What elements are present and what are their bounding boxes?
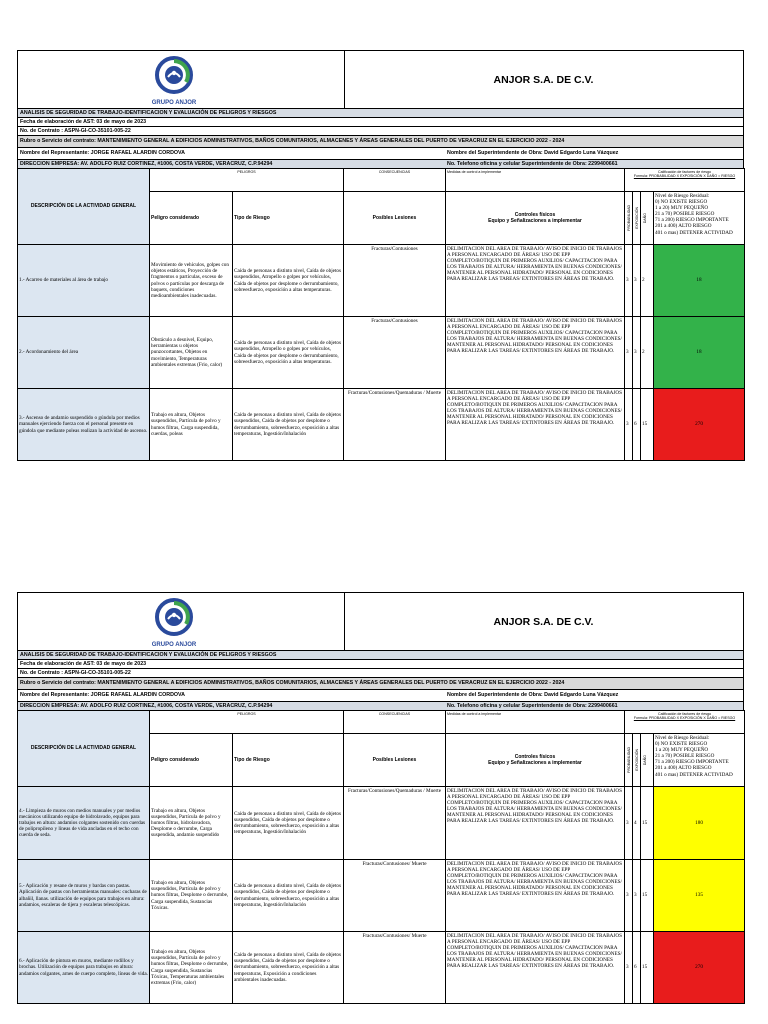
dano-cell: 15 xyxy=(641,787,654,860)
col-tipo: Tipo de Riesgo xyxy=(233,192,344,245)
col-peligro: Peligro considerado xyxy=(150,192,233,245)
injuries-cell: Fracturas/Contusiones/Quemaduras / Muerte xyxy=(344,787,446,860)
col-medidas-top: Medidas de control a implementar xyxy=(446,169,625,192)
risk-score-cell: 180 xyxy=(654,787,745,860)
col-actividad: DESCRIPCIÓN DE LA ACTIVIDAD GENERAL xyxy=(18,169,150,245)
company-name: ANJOR S.A. DE C.V. xyxy=(493,73,594,86)
risk-type-cell: Caída de personas a distinto nivel, Caída de objetos suspendidos, Atropello o golpes por vehículos, Caída de objetos por desplome o derrumbamiento, sobreesfuerzo, exposición a altas temperaturas. xyxy=(233,317,344,389)
controls-cell: DELIMITACION DEL AREA DE TRABAJO/ AVISO DE INICIO DE TRABAJOS A PERSONAL ENCARGADO DE ÁREAS/ USO DE EPP COMPLETO/BOTIQUIN DE PRIMEROS AUXILIOS/ CAPACITACION PARA LOS TRABAJOS DE ALTURA/ HERRAMIENTA EN BUENAS CONDICIONES/ MANTENER AL PERSONAL HIDRATADO/ PERSONAL EN CODICIONES PARA REALIZAR LAS TAREAS/ EXTINTORES EN ÁREAS DE TRABAJO. xyxy=(446,860,625,932)
exp-cell: 4 xyxy=(633,787,641,860)
prob-cell: 3 xyxy=(625,389,633,461)
analysis-title: ANALISIS DE SEGURIDAD DE TRABAJO-IDENTIFICACION Y EVALUACIÓN DE PELIGROS Y RIESGOS xyxy=(17,108,744,117)
representative-field: Nombre del Representante: JORGE RAFAEL ALARDIN CORDOVA xyxy=(20,150,186,156)
col-peligros-top: PELIGROS xyxy=(150,169,344,192)
risk-type-cell: Caída de personas a distinto nivel, Caída de objetos suspendidos, Caída de objetos por desplome o derrumbamiento, sobreesfuerzo, exposición a altas temperaturas, Ingestión/Inhalación xyxy=(233,860,344,932)
exp-cell: 3 xyxy=(633,860,641,932)
risk-type-cell: Caída de personas a distinto nivel, Caída de objetos suspendidos, Caída de objetos por desplome o derrumbamiento, sobreesfuerzo, exposición a altas temperaturas, Exposición a condiciones ambientales inadecuadas. xyxy=(233,932,344,1004)
activity-cell: 5.- Aplicación y resane de muros y bardas con pastas. Aplicación de pastas con herramientas manuales: cucharas de albañil, llanas. utilización de equipos para trabajos en altura: andamios, escaleras de tijera y escaleras telescópicas. xyxy=(18,860,150,932)
contract-field: No. de Contrato : ASPN-GI-CO-35101-005-22 xyxy=(17,126,744,135)
hazard-cell: Obstáculo a desnivel, Equipo, herramientas u objetos punzocortantes, Objetos en movimiento, Temperaturas ambientales extremas (Frio, calor) xyxy=(150,317,233,389)
formula-label: Formula: PROBABILIDAD X EXPOSICIÓN X DAÑO = RIESGO xyxy=(633,174,736,178)
table-row xyxy=(18,787,745,860)
injuries-cell: Fracturas/Contusiones/ Muerte xyxy=(344,860,446,932)
grupo-anjor-logo xyxy=(150,53,198,107)
controles-label: Controles físicos xyxy=(514,753,556,760)
hazard-cell: Trabajo en altura, Objetos suspendidos, Partícula de polvo y humos filtras, Desplome o derrumbe, Carga suspendida, Sustancias Tóxicas, Temperaturas ambientales extremas (Frio, calor) xyxy=(150,932,233,1004)
exp-cell: 6 xyxy=(633,389,641,461)
calificacion-label: Calificación de factores de riesgo xyxy=(658,712,711,716)
controls-cell: DELIMITACION DEL AREA DE TRABAJO/ AVISO DE INICIO DE TRABAJOS A PERSONAL ENCARGADO DE ÁREAS/ USO DE EPP COMPLETO/BOTIQUIN DE PRIMEROS AUXILIOS/ CAPACITACION PARA LOS TRABAJOS DE ALTURA/ HERRAMIENTA EN BUENAS CONDICIONES/ MANTENER AL PERSONAL HIDRATADO/ PERSONAL EN CODICIONES PARA REALIZAR LAS TAREAS/ EXTINTORES EN ÁREAS DE TRABAJO. xyxy=(446,317,625,389)
col-consecuencias-top: CONSECUENCIAS xyxy=(344,169,446,192)
col-lesiones: Posibles Lesiones xyxy=(344,734,446,787)
col-actividad: DESCRIPCIÓN DE LA ACTIVIDAD GENERAL xyxy=(18,711,150,787)
sheet-header xyxy=(17,50,744,108)
col-controles xyxy=(446,192,625,245)
representative-field: Nombre del Representante: JORGE RAFAEL ALARDIN CORDOVA xyxy=(20,692,186,698)
phone-field: No. Telefono oficina y celular Superintendente de Obra: 2299400661 xyxy=(447,161,618,167)
svg-text:GRUPO ANJOR: GRUPO ANJOR xyxy=(151,100,197,106)
prob-cell: 3 xyxy=(625,317,633,389)
exp-cell: 6 xyxy=(633,932,641,1004)
controles-label: Controles físicos xyxy=(514,211,556,218)
ast-sheet-2 xyxy=(17,592,744,1004)
contract-field: No. de Contrato : ASPN-GI-CO-35101-005-22 xyxy=(17,668,744,677)
table-row xyxy=(18,932,745,1004)
col-probabilidad: PROBABILIDAD xyxy=(625,192,633,245)
risk-table xyxy=(17,168,745,461)
address-field: DIRECCION EMPRESA: AV. ADOLFO RUIZ CORTINEZ, #1006, COSTA VERDE, VERACRUZ, C.P.94294 xyxy=(20,703,273,709)
hazard-cell: Trabajo en altura, Objetos suspendidos, Partícula de polvo y humos filtras, hidrolavadora, Desplome o derrumbe, Carga suspendida, andamio suspendido xyxy=(150,787,233,860)
prob-cell: 3 xyxy=(625,787,633,860)
calificacion-label: Calificación de factores de riesgo xyxy=(658,170,711,174)
phone-field: No. Telefono oficina y celular Superintendente de Obra: 2299400661 xyxy=(447,703,618,709)
grupo-anjor-logo xyxy=(150,595,198,649)
risk-type-cell: Caída de personas a distinto nivel, Caída de objetos suspendidos, Atropello o golpes por vehículos, Caída de objetos por desplome o derrumbamiento, sobreesfuerzo, exposición a altas temperaturas. xyxy=(233,245,344,317)
col-calificacion-top xyxy=(625,711,745,734)
equipo-label: Equipo y Señalizaciones a implementar xyxy=(488,760,582,766)
controls-cell: DELIMITACION DEL AREA DE TRABAJO/ AVISO DE INICIO DE TRABAJOS A PERSONAL ENCARGADO DE ÁREAS/ USO DE EPP COMPLETO/BOTIQUIN DE PRIMEROS AUXILIOS/ CAPACITACION PARA LOS TRABAJOS DE ALTURA/ HERRAMIENTA EN BUENAS CONDICIONES/ MANTENER AL PERSONAL HIDRATADO/ PERSONAL EN CODICIONES PARA REALIZAR LAS TAREAS/ EXTINTORES EN ÁREAS DE TRABAJO. xyxy=(446,932,625,1004)
injuries-cell: Fracturas/Contusiones/Quemaduras / Muerte xyxy=(344,389,446,461)
hazard-cell: Trabajo en altura, Objetos suspendidos, Partícula de polvo y humos filtras, Desplome o derrumbe, Carga suspendida, Sustancias Tóxicas. xyxy=(150,860,233,932)
risk-type-cell: Caída de personas a distinto nivel, Caída de objetos suspendidos, Caída de objetos por desplome o derrumbamiento, sobreesfuerzo, exposición a altas temperaturas, Ingestión/Inhalación xyxy=(233,389,344,461)
superintendent-field: Nombre del Superintendente de Obra: David Edgardo Luna Vázquez xyxy=(447,692,619,698)
formula-label: Formula: PROBABILIDAD X EXPOSICIÓN X DAÑO = RIESGO xyxy=(633,716,736,720)
col-dano: DAÑO xyxy=(641,734,654,787)
risk-type-cell: Caída de personas a distinto nivel, Caída de objetos suspendidos, Caída de objetos por desplome o derrumbamiento, sobreesfuerzo, exposición a altas temperaturas, Ingestión/Inhalación xyxy=(233,787,344,860)
table-row xyxy=(18,245,745,317)
risk-score-cell: 270 xyxy=(654,389,745,461)
service-field: Rubro o Servicio del contrato: MANTENIMIENTO GENERAL A EDIFICIOS ADMINISTRATIVOS, BAÑOS COMUNITARIOS, ALMACENES Y ÁREAS GENERALES DEL PUERTO DE VERACRUZ EN EL EJERCICIO 2022 - 2024 xyxy=(17,135,744,147)
company-name: ANJOR S.A. DE C.V. xyxy=(493,615,594,628)
injuries-cell: Fracturas/Contusiones xyxy=(344,245,446,317)
superintendent-field: Nombre del Superintendente de Obra: David Edgardo Luna Vázquez xyxy=(447,150,619,156)
address-row xyxy=(17,159,744,168)
col-probabilidad: PROBABILIDAD xyxy=(625,734,633,787)
sheet-header xyxy=(17,592,744,650)
controls-cell: DELIMITACION DEL AREA DE TRABAJO/ AVISO DE INICIO DE TRABAJOS A PERSONAL ENCARGADO DE ÁREAS/ USO DE EPP COMPLETO/BOTIQUIN DE PRIMEROS AUXILIOS/ CAPACITACION PARA LOS TRABAJOS DE ALTURA/ HERRAMIENTA EN BUENAS CONDICIONES/ MANTENER AL PERSONAL HIDRATADO/ PERSONAL EN CODICIONES PARA REALIZAR LAS TAREAS/ EXTINTORES EN ÁREAS DE TRABAJO. xyxy=(446,787,625,860)
rep-row xyxy=(17,147,744,159)
nivel-legend: Nivel de Riesgo Residual: 0) NO EXISTE RIESGO 1 a 20) MUY PEQUEÑO 21 a 70) POSIBLE RIESGO 71 a 200) RIESGO IMPORTANTE 201 a 400) ALTO RIESGO 401 o mas) DETENER ACTIVIDAD xyxy=(654,192,745,245)
col-medidas-top: Medidas de control a implementar xyxy=(446,711,625,734)
activity-cell: 6.- Aplicación de pintura en muros, mediante rodillos y brochas. Utilización de equipos para trabajos en altura: andamios colgantes, arnes de cuerpo completo, líneas de vida. xyxy=(18,932,150,1004)
activity-cell: 1.- Acarreo de materiales al área de trabajo xyxy=(18,245,150,317)
date-field: Fecha de elaboración de AST: 03 de mayo de 2023 xyxy=(17,659,744,668)
dano-cell: 15 xyxy=(641,860,654,932)
ast-sheet-1 xyxy=(17,50,744,461)
risk-score-cell: 135 xyxy=(654,860,745,932)
dano-cell: 2 xyxy=(641,245,654,317)
risk-score-cell: 18 xyxy=(654,245,745,317)
prob-cell: 3 xyxy=(625,860,633,932)
equipo-label: Equipo y Señalizaciones a implementar xyxy=(488,218,582,224)
logo-cell xyxy=(18,51,345,108)
nivel-legend: Nivel de Riesgo Residual: 0) NO EXISTE RIESGO 1 a 20) MUY PEQUEÑO 21 a 70) POSIBLE RIESGO 71 a 200) RIESGO IMPORTANTE 201 a 400) ALTO RIESGO 401 o mas) DETENER ACTIVIDAD xyxy=(654,734,745,787)
table-row xyxy=(18,389,745,461)
date-field: Fecha de elaboración de AST: 03 de mayo de 2023 xyxy=(17,117,744,126)
analysis-title: ANALISIS DE SEGURIDAD DE TRABAJO-IDENTIFICACION Y EVALUACIÓN DE PELIGROS Y RIESGOS xyxy=(17,650,744,659)
dano-cell: 2 xyxy=(641,317,654,389)
service-field: Rubro o Servicio del contrato: MANTENIMIENTO GENERAL A EDIFICIOS ADMINISTRATIVOS, BAÑOS COMUNITARIOS, ALMACENES Y ÁREAS GENERALES DEL PUERTO DE VERACRUZ EN EL EJERCICIO 2022 - 2024 xyxy=(17,677,744,689)
col-peligros-top: PELIGROS xyxy=(150,711,344,734)
exp-cell: 3 xyxy=(633,317,641,389)
col-exposicion: EXPOSICIÓN xyxy=(633,734,641,787)
activity-cell: 4.- Limpieza de muros con medios manuales y por medios mecánicos utilizando equipo de hidrolavado, equipos para trabajos en altura: andamios colgantes sostenido con cuerdas de polipropileno y líneas de vida ancladas en el techo con cuerda de seda. xyxy=(18,787,150,860)
controls-cell: DELIMITACION DEL AREA DE TRABAJO/ AVISO DE INICIO DE TRABAJOS A PERSONAL ENCARGADO DE ÁREAS/ USO DE EPP COMPLETO/BOTIQUIN DE PRIMEROS AUXILIOS/ CAPACITACION PARA LOS TRABAJOS DE ALTURA/ HERRAMIENTA EN BUENAS CONDICIONES/ MANTENER AL PERSONAL HIDRATADO/ PERSONAL EN CODICIONES PARA REALIZAR LAS TAREAS/ EXTINTORES EN ÁREAS DE TRABAJO. xyxy=(446,389,625,461)
prob-cell: 3 xyxy=(625,245,633,317)
svg-text:GRUPO ANJOR: GRUPO ANJOR xyxy=(151,642,197,648)
risk-score-cell: 18 xyxy=(654,317,745,389)
col-exposicion: EXPOSICIÓN xyxy=(633,192,641,245)
dano-cell: 15 xyxy=(641,932,654,1004)
col-peligro: Peligro considerado xyxy=(150,734,233,787)
hazard-cell: Trabajo en altura, Objetos suspendidos, Partícula de polvo y humos filtras, Carga suspendida, cuerdas, poleas xyxy=(150,389,233,461)
injuries-cell: Fracturas/Contusiones xyxy=(344,317,446,389)
dano-cell: 15 xyxy=(641,389,654,461)
rep-row xyxy=(17,689,744,701)
table-row xyxy=(18,860,745,932)
col-calificacion-top xyxy=(625,169,745,192)
risk-score-cell: 270 xyxy=(654,932,745,1004)
address-field: DIRECCION EMPRESA: AV. ADOLFO RUIZ CORTINEZ, #1006, COSTA VERDE, VERACRUZ, C.P.94294 xyxy=(20,161,273,167)
prob-cell: 3 xyxy=(625,932,633,1004)
exp-cell: 3 xyxy=(633,245,641,317)
col-consecuencias-top: CONSECUENCIAS xyxy=(344,711,446,734)
activity-cell: 3.- Ascenso de andamio suspendido o gúndola por medios manuales ejerciendo fuerza con el personal presente en gúndola que mediante poleas realizan la actividad de ascenso. xyxy=(18,389,150,461)
col-lesiones: Posibles Lesiones xyxy=(344,192,446,245)
logo-cell xyxy=(18,593,345,650)
col-dano: DAÑO xyxy=(641,192,654,245)
injuries-cell: Fracturas/Contusiones/ Muerte xyxy=(344,932,446,1004)
controls-cell: DELIMITACION DEL AREA DE TRABAJO/ AVISO DE INICIO DE TRABAJOS A PERSONAL ENCARGADO DE ÁREAS/ USO DE EPP COMPLETO/BOTIQUIN DE PRIMEROS AUXILIOS/ CAPACITACION PARA LOS TRABAJOS DE ALTURA/ HERRAMIENTA EN BUENAS CONDICIONES/ MANTENER AL PERSONAL HIDRATADO/ PERSONAL EN CODICIONES PARA REALIZAR LAS TAREAS/ EXTINTORES EN ÁREAS DE TRABAJO. xyxy=(446,245,625,317)
activity-cell: 2.- Acordonamiento del área xyxy=(18,317,150,389)
table-row xyxy=(18,317,745,389)
col-tipo: Tipo de Riesgo xyxy=(233,734,344,787)
hazard-cell: Movimiento de vehículos, golpes con objetos estáticos, Proyección de fragmentos o partículas, exceso de polvos o partículas por descarga de baquets, condiciones medioambientales inadecuadas. xyxy=(150,245,233,317)
risk-table xyxy=(17,710,745,1004)
col-controles xyxy=(446,734,625,787)
address-row xyxy=(17,701,744,710)
